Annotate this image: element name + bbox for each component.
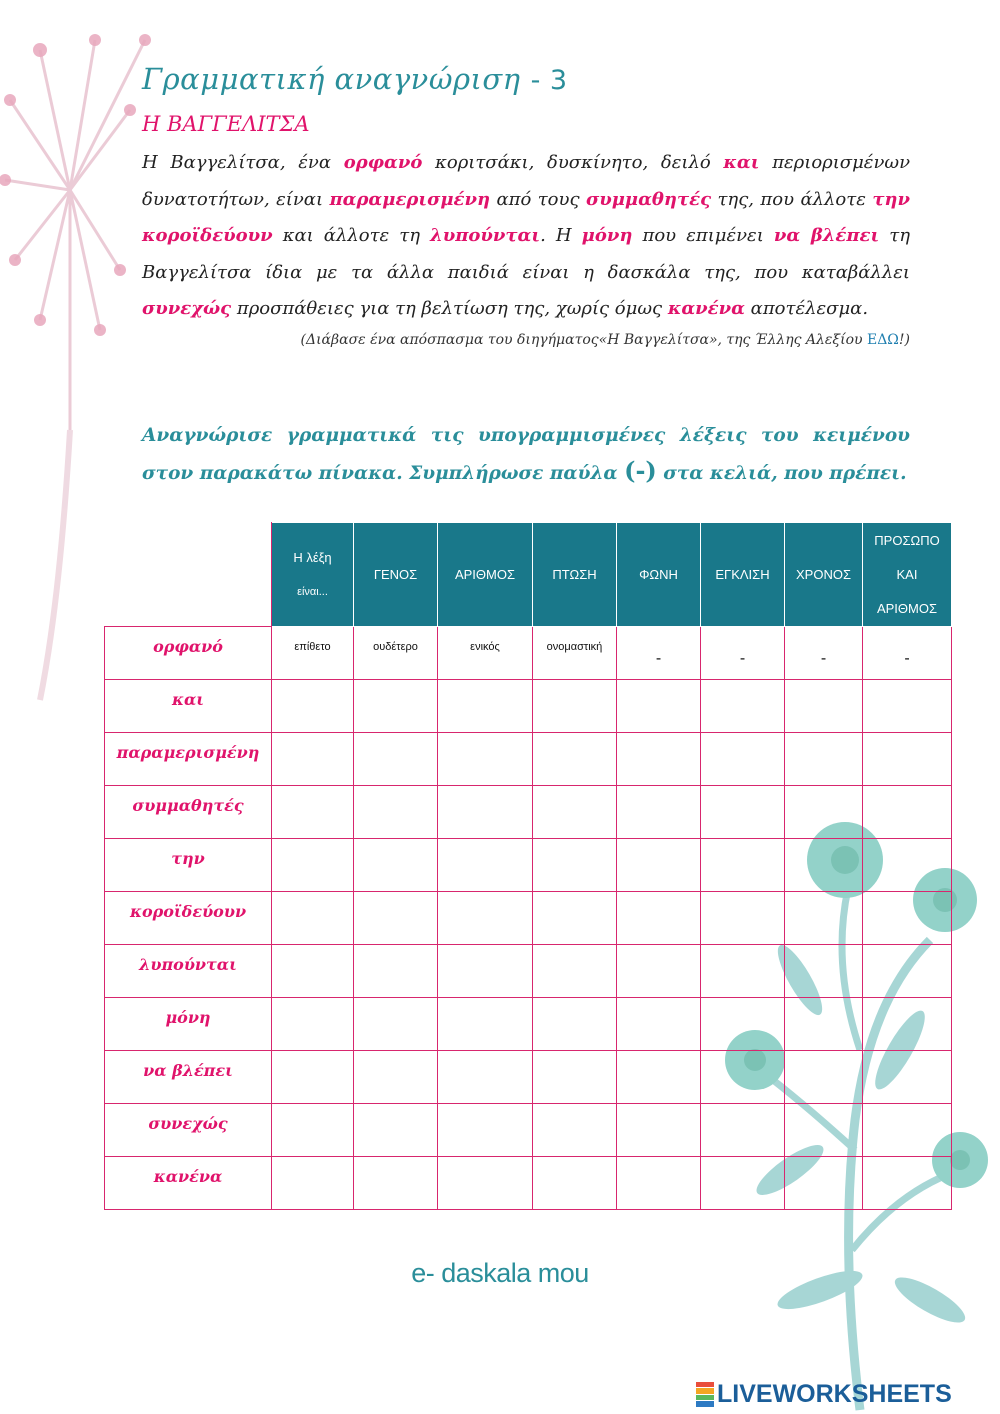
instruction-text-2: στα κελιά, που πρέπει. — [656, 463, 907, 484]
answer-cell[interactable] — [272, 680, 354, 733]
answer-cell[interactable] — [863, 839, 952, 892]
passage-text: από τους — [490, 188, 586, 210]
answer-cell[interactable] — [785, 839, 863, 892]
row-word: κανένα — [105, 1157, 272, 1210]
keyword: λυπούνται — [430, 225, 541, 246]
answer-cell[interactable]: - — [617, 627, 701, 680]
answer-cell[interactable] — [617, 680, 701, 733]
answer-cell[interactable] — [785, 680, 863, 733]
passage-text: αποτέλεσμα. — [744, 298, 869, 319]
answer-cell[interactable] — [863, 998, 952, 1051]
column-header — [617, 523, 701, 627]
answer-cell[interactable] — [701, 1104, 785, 1157]
answer-cell[interactable] — [272, 945, 354, 998]
answer-cell[interactable] — [785, 945, 863, 998]
keyword: κανένα — [667, 298, 745, 319]
answer-cell[interactable] — [533, 733, 617, 786]
answer-cell[interactable] — [863, 733, 952, 786]
answer-cell[interactable]: ενικός — [438, 627, 533, 680]
table-row — [105, 786, 952, 839]
answer-cell[interactable]: ουδέτερο — [354, 627, 438, 680]
passage-text: και άλλοτε τη — [272, 225, 431, 246]
answer-cell[interactable] — [701, 786, 785, 839]
passage-text: της, που άλλοτε — [711, 188, 873, 210]
column-header — [438, 523, 533, 627]
column-header — [701, 523, 785, 627]
answer-cell[interactable] — [533, 680, 617, 733]
keyword: συνεχώς — [142, 298, 232, 319]
answer-cell[interactable] — [438, 786, 533, 839]
answer-cell[interactable]: - — [863, 627, 952, 680]
answer-cell[interactable] — [701, 680, 785, 733]
row-word: μόνη — [105, 998, 272, 1051]
answer-cell[interactable] — [533, 1051, 617, 1104]
row-word: και — [105, 680, 272, 733]
grammar-table — [104, 522, 952, 1210]
column-header-line: Η λέξη — [293, 549, 332, 565]
story-title: Η ΒΑΓΓΕΛΙΤΣΑ — [142, 112, 310, 136]
answer-cell[interactable] — [785, 1051, 863, 1104]
answer-cell[interactable] — [701, 839, 785, 892]
answer-cell[interactable] — [863, 786, 952, 839]
passage-text: που επιμένει — [632, 225, 774, 246]
page-title — [142, 62, 568, 96]
row-word: συμμαθητές — [105, 786, 272, 839]
table-row — [105, 945, 952, 998]
instruction-dash: (-) — [624, 456, 657, 485]
keyword: ορφανό — [343, 152, 423, 173]
row-word: παραμερισμένη — [105, 733, 272, 786]
column-header — [354, 523, 438, 627]
answer-cell[interactable] — [617, 733, 701, 786]
answer-cell[interactable] — [617, 786, 701, 839]
answer-cell[interactable] — [617, 998, 701, 1051]
answer-cell[interactable] — [617, 945, 701, 998]
table-row — [105, 680, 952, 733]
table-row — [105, 1051, 952, 1104]
table-corner — [105, 523, 272, 627]
instruction-text-1: Αναγνώρισε γραμματικά τις υπογραμμισμένες λέξεις του κειμένου στον παρακάτω πίνακα. Συμπλήρωσε παύλα — [142, 425, 910, 484]
title-number: - 3 — [530, 65, 568, 96]
answer-cell[interactable] — [863, 945, 952, 998]
keyword: μόνη — [581, 225, 633, 246]
answer-cell[interactable] — [701, 892, 785, 945]
row-word: να βλέπει — [105, 1051, 272, 1104]
row-word: ορφανό — [105, 627, 272, 680]
answer-cell[interactable] — [438, 998, 533, 1051]
liveworksheets-brand — [696, 1380, 952, 1409]
row-word: την — [105, 839, 272, 892]
answer-cell[interactable] — [533, 998, 617, 1051]
answer-cell[interactable] — [272, 1051, 354, 1104]
answer-cell[interactable] — [272, 1104, 354, 1157]
table-row — [105, 839, 952, 892]
answer-cell[interactable] — [785, 786, 863, 839]
answer-cell[interactable] — [533, 839, 617, 892]
table-row — [105, 998, 952, 1051]
answer-cell[interactable] — [785, 1157, 863, 1210]
answer-cell[interactable] — [438, 680, 533, 733]
column-header-line: ΓΕΝΟΣ — [373, 566, 418, 582]
answer-cell[interactable] — [438, 945, 533, 998]
answer-cell[interactable] — [438, 892, 533, 945]
answer-cell[interactable] — [354, 998, 438, 1051]
answer-cell[interactable] — [438, 1157, 533, 1210]
column-header-line: ΧΡΟΝΟΣ — [796, 566, 851, 582]
answer-cell[interactable] — [617, 1051, 701, 1104]
answer-cell[interactable]: επίθετο — [272, 627, 354, 680]
table-header-row — [105, 523, 952, 627]
table-row — [105, 627, 952, 680]
passage-body — [142, 152, 910, 319]
source-link[interactable]: ΕΔΩ — [866, 331, 899, 348]
title-text: Γραμματική αναγνώριση — [142, 62, 521, 96]
answer-cell[interactable] — [354, 733, 438, 786]
answer-cell[interactable] — [617, 892, 701, 945]
table-row — [105, 1157, 952, 1210]
column-header-line: ΑΡΙΘΜΟΣ — [876, 600, 938, 616]
liveworksheets-logo-icon — [696, 1382, 714, 1408]
keyword: και — [723, 152, 760, 173]
answer-cell[interactable] — [863, 680, 952, 733]
answer-cell[interactable] — [354, 1051, 438, 1104]
answer-cell[interactable] — [785, 998, 863, 1051]
passage-text: περιορισμένων δυνατοτήτων, είναι — [142, 152, 911, 210]
answer-cell[interactable] — [354, 1104, 438, 1157]
answer-cell[interactable] — [701, 1157, 785, 1210]
column-header — [272, 523, 354, 627]
answer-cell[interactable] — [617, 1157, 701, 1210]
answer-cell[interactable] — [438, 839, 533, 892]
answer-cell[interactable] — [533, 892, 617, 945]
answer-cell[interactable] — [438, 1104, 533, 1157]
answer-cell[interactable] — [533, 1104, 617, 1157]
keyword: συμμαθητές — [585, 188, 712, 210]
answer-cell[interactable] — [701, 733, 785, 786]
answer-cell[interactable] — [354, 786, 438, 839]
table-row — [105, 892, 952, 945]
column-header — [785, 523, 863, 627]
row-word: κοροϊδεύουν — [105, 892, 272, 945]
passage-text: κοριτσάκι, δυσκίνητο, δειλό — [422, 152, 724, 173]
passage-text: τη Βαγγελίτσα ίδια με τα άλλα παιδιά είναι η δασκάλα της, που καταβάλλει — [142, 225, 910, 283]
column-header — [863, 523, 952, 627]
story-passage — [142, 145, 910, 352]
source-suffix: !) — [898, 331, 910, 348]
keyword: την κοροϊδεύουν — [142, 188, 910, 246]
answer-cell[interactable] — [533, 786, 617, 839]
answer-cell[interactable]: - — [785, 627, 863, 680]
source-prefix: (Διάβασε ένα απόσπασμα του διηγήματος«Η Βαγγελίτσα», της Έλλης Αλεξίου — [300, 331, 867, 348]
column-header-line: ΠΡΟΣΩΠΟ — [874, 532, 940, 548]
instructions — [142, 418, 910, 491]
answer-cell[interactable] — [354, 945, 438, 998]
answer-cell[interactable] — [272, 998, 354, 1051]
answer-cell[interactable] — [354, 1157, 438, 1210]
answer-cell[interactable] — [785, 892, 863, 945]
row-word: λυπούνται — [105, 945, 272, 998]
answer-cell[interactable] — [863, 1104, 952, 1157]
answer-cell[interactable] — [272, 839, 354, 892]
answer-cell[interactable] — [354, 892, 438, 945]
answer-cell[interactable]: ονομαστική — [533, 627, 617, 680]
column-header-line: ΕΓΚΛΙΣΗ — [715, 566, 770, 582]
answer-cell[interactable] — [438, 1051, 533, 1104]
keyword: να βλέπει — [773, 225, 880, 246]
answer-cell[interactable] — [438, 733, 533, 786]
row-word: συνεχώς — [105, 1104, 272, 1157]
answer-cell[interactable]: - — [701, 627, 785, 680]
column-header-line: ΦΩΝΗ — [639, 566, 678, 582]
answer-cell[interactable] — [354, 839, 438, 892]
answer-cell[interactable] — [863, 1157, 952, 1210]
column-header-line: ΠΤΩΣΗ — [552, 566, 597, 582]
answer-cell[interactable] — [617, 839, 701, 892]
column-header-line: ΑΡΙΘΜΟΣ — [454, 566, 516, 582]
passage-text: προσπάθειες για τη βελτίωση της, χωρίς όμως — [231, 298, 668, 319]
column-header — [533, 523, 617, 627]
passage-text: Η Βαγγελίτσα, ένα — [142, 152, 344, 173]
answer-cell[interactable] — [785, 733, 863, 786]
answer-cell[interactable] — [272, 733, 354, 786]
answer-cell[interactable] — [701, 945, 785, 998]
passage-text: . Η — [540, 225, 582, 246]
answer-cell[interactable] — [863, 892, 952, 945]
table-row — [105, 1104, 952, 1157]
answer-cell[interactable] — [272, 786, 354, 839]
author-credit: e- daskala mou — [411, 1258, 589, 1288]
column-header-line: ΚΑΙ — [896, 566, 918, 582]
answer-cell[interactable] — [533, 945, 617, 998]
answer-cell[interactable] — [533, 1157, 617, 1210]
source-note — [142, 328, 910, 352]
table-body — [105, 627, 952, 1210]
brand-text: LIVEWORKSHEETS — [717, 1380, 952, 1408]
keyword: παραμερισμένη — [329, 188, 491, 210]
answer-cell[interactable] — [785, 1104, 863, 1157]
answer-cell[interactable] — [272, 892, 354, 945]
answer-cell[interactable] — [617, 1104, 701, 1157]
column-header-line: είναι... — [297, 585, 328, 598]
answer-cell[interactable] — [354, 680, 438, 733]
answer-cell[interactable] — [272, 1157, 354, 1210]
table-row — [105, 733, 952, 786]
answer-cell[interactable] — [701, 998, 785, 1051]
answer-cell[interactable] — [701, 1051, 785, 1104]
answer-cell[interactable] — [863, 1051, 952, 1104]
